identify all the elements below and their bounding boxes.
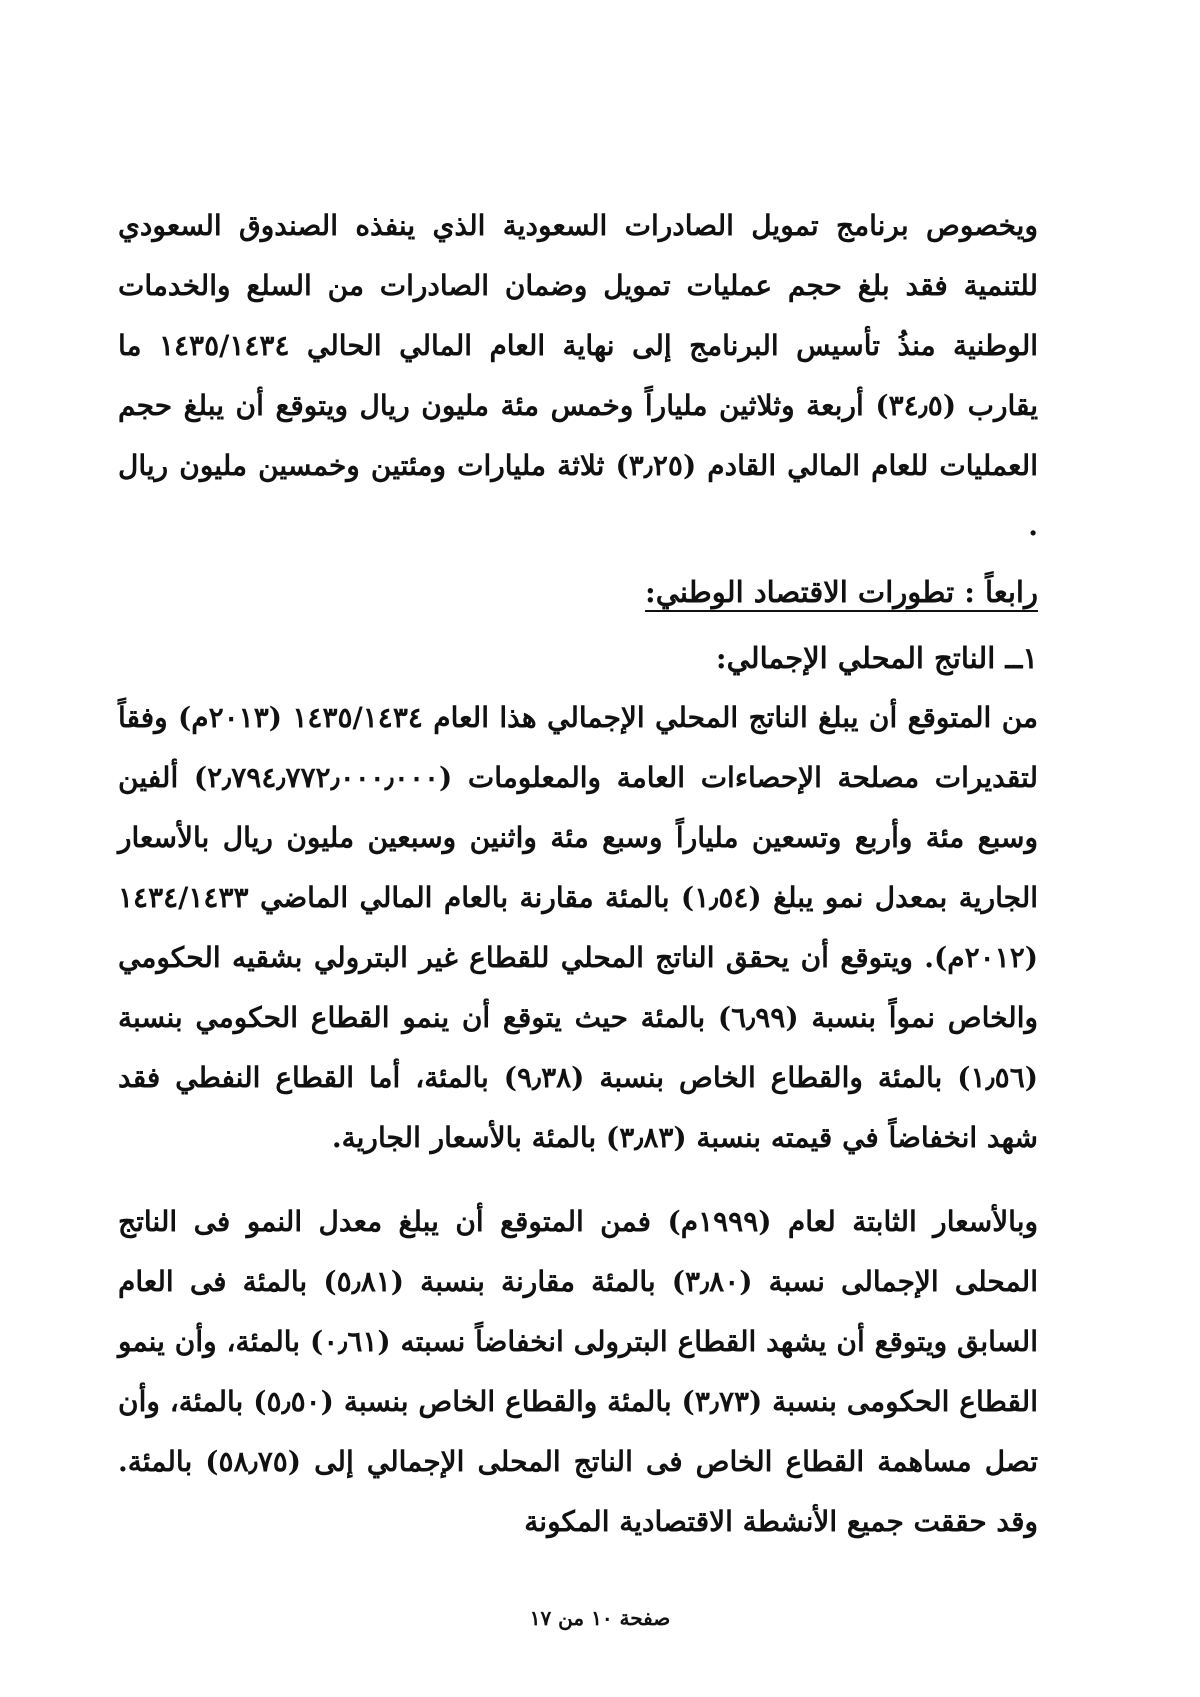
paragraph-gdp-current-prices: من المتوقع أن يبلغ الناتج المحلي الإجمالي هذا العام ١٤٣٥/١٤٣٤ (٢٠١٣م) وفقاً لتقديرات مصلحة الإحصاءات العامة والمعلومات (٢٫٧٩٤٫٧٧٢٫٠٠٠٫٠٠٠) ألفين وسبع مئة وأربع وتسعين ملياراً وسبع مئة واثنين وسبعين مليون ريال بالأسعار الجارية بمعدل نمو يبلغ (١٫٥٤) بالمئة مقارنة بالعام المالي الماضي ١٤٣٤/١٤٣٣ (٢٠١٢م). ويتوقع أن يحقق الناتج المحلي للقطاع غير البترولي بشقيه الحكومي والخاص نمواً بنسبة (٦٫٩٩) بالمئة حيث يتوقع أن ينمو القطاع الحكومي بنسبة (١٫٥٦) بالمئة والقطاع الخاص بنسبة (٩٫٣٨) بالمئة، أما القطاع النفطي فقد شهد انخفاضاً في قيمته بنسبة (٣٫٨٣) بالمئة بالأسعار الجارية. (118, 701, 1039, 1154)
paragraph-gdp-constant-prices: وبالأسعار الثابتة لعام (١٩٩٩م) فمن المتوقع أن يبلغ معدل النمو فى الناتج المحلى الإجمالى نسبة (٣٫٨٠) بالمئة مقارنة بنسبة (٥٫٨١) بالمئة فى العام السابق ويتوقع أن يشهد القطاع البترولى انخفاضاً نسبته (٠٫٦١) بالمئة، وأن ينمو القطاع الحكومى بنسبة (٣٫٧٣) بالمئة والقطاع الخاص بنسبة (٥٫٥٠) بالمئة، وأن تصل مساهمة القطاع الخاص فى الناتج المحلى الإجمالي إلى (٥٨٫٧٥) بالمئة. وقد حققت جميع الأنشطة الاقتصادية المكونة (118, 1205, 1039, 1538)
subsection-heading (118, 628, 1038, 688)
paragraph-export-financing: ويخصوص برنامج تمويل الصادرات السعودية الذي ينفذه الصندوق السعودي للتنمية فقد بلغ حجم عمليات تمويل وضمان الصادرات من السلع والخدمات الوطنية منذُ تأسيس البرنامج إلى نهاية العام المالي الحالي ١٤٣٥/١٤٣٤ ما يقارب (٣٤٫٥) أربعة وثلاثين ملياراً وخمس مئة مليون ريال ويتوقع أن يبلغ حجم العمليات للعام المالي القادم (٣٫٢٥) ثلاثة مليارات ومئتين وخمسين مليون ريال . (118, 209, 1038, 542)
subsection-heading-text: ١ــ الناتج المحلي الإجمالي: (715, 641, 1038, 675)
page-number-footer: صفحة ١٠ من ١٧ (529, 1606, 671, 1630)
section-heading (118, 562, 1038, 622)
document-body (118, 196, 1038, 1552)
section-heading-text: رابعاً : تطورات الاقتصاد الوطني: (645, 575, 1038, 609)
